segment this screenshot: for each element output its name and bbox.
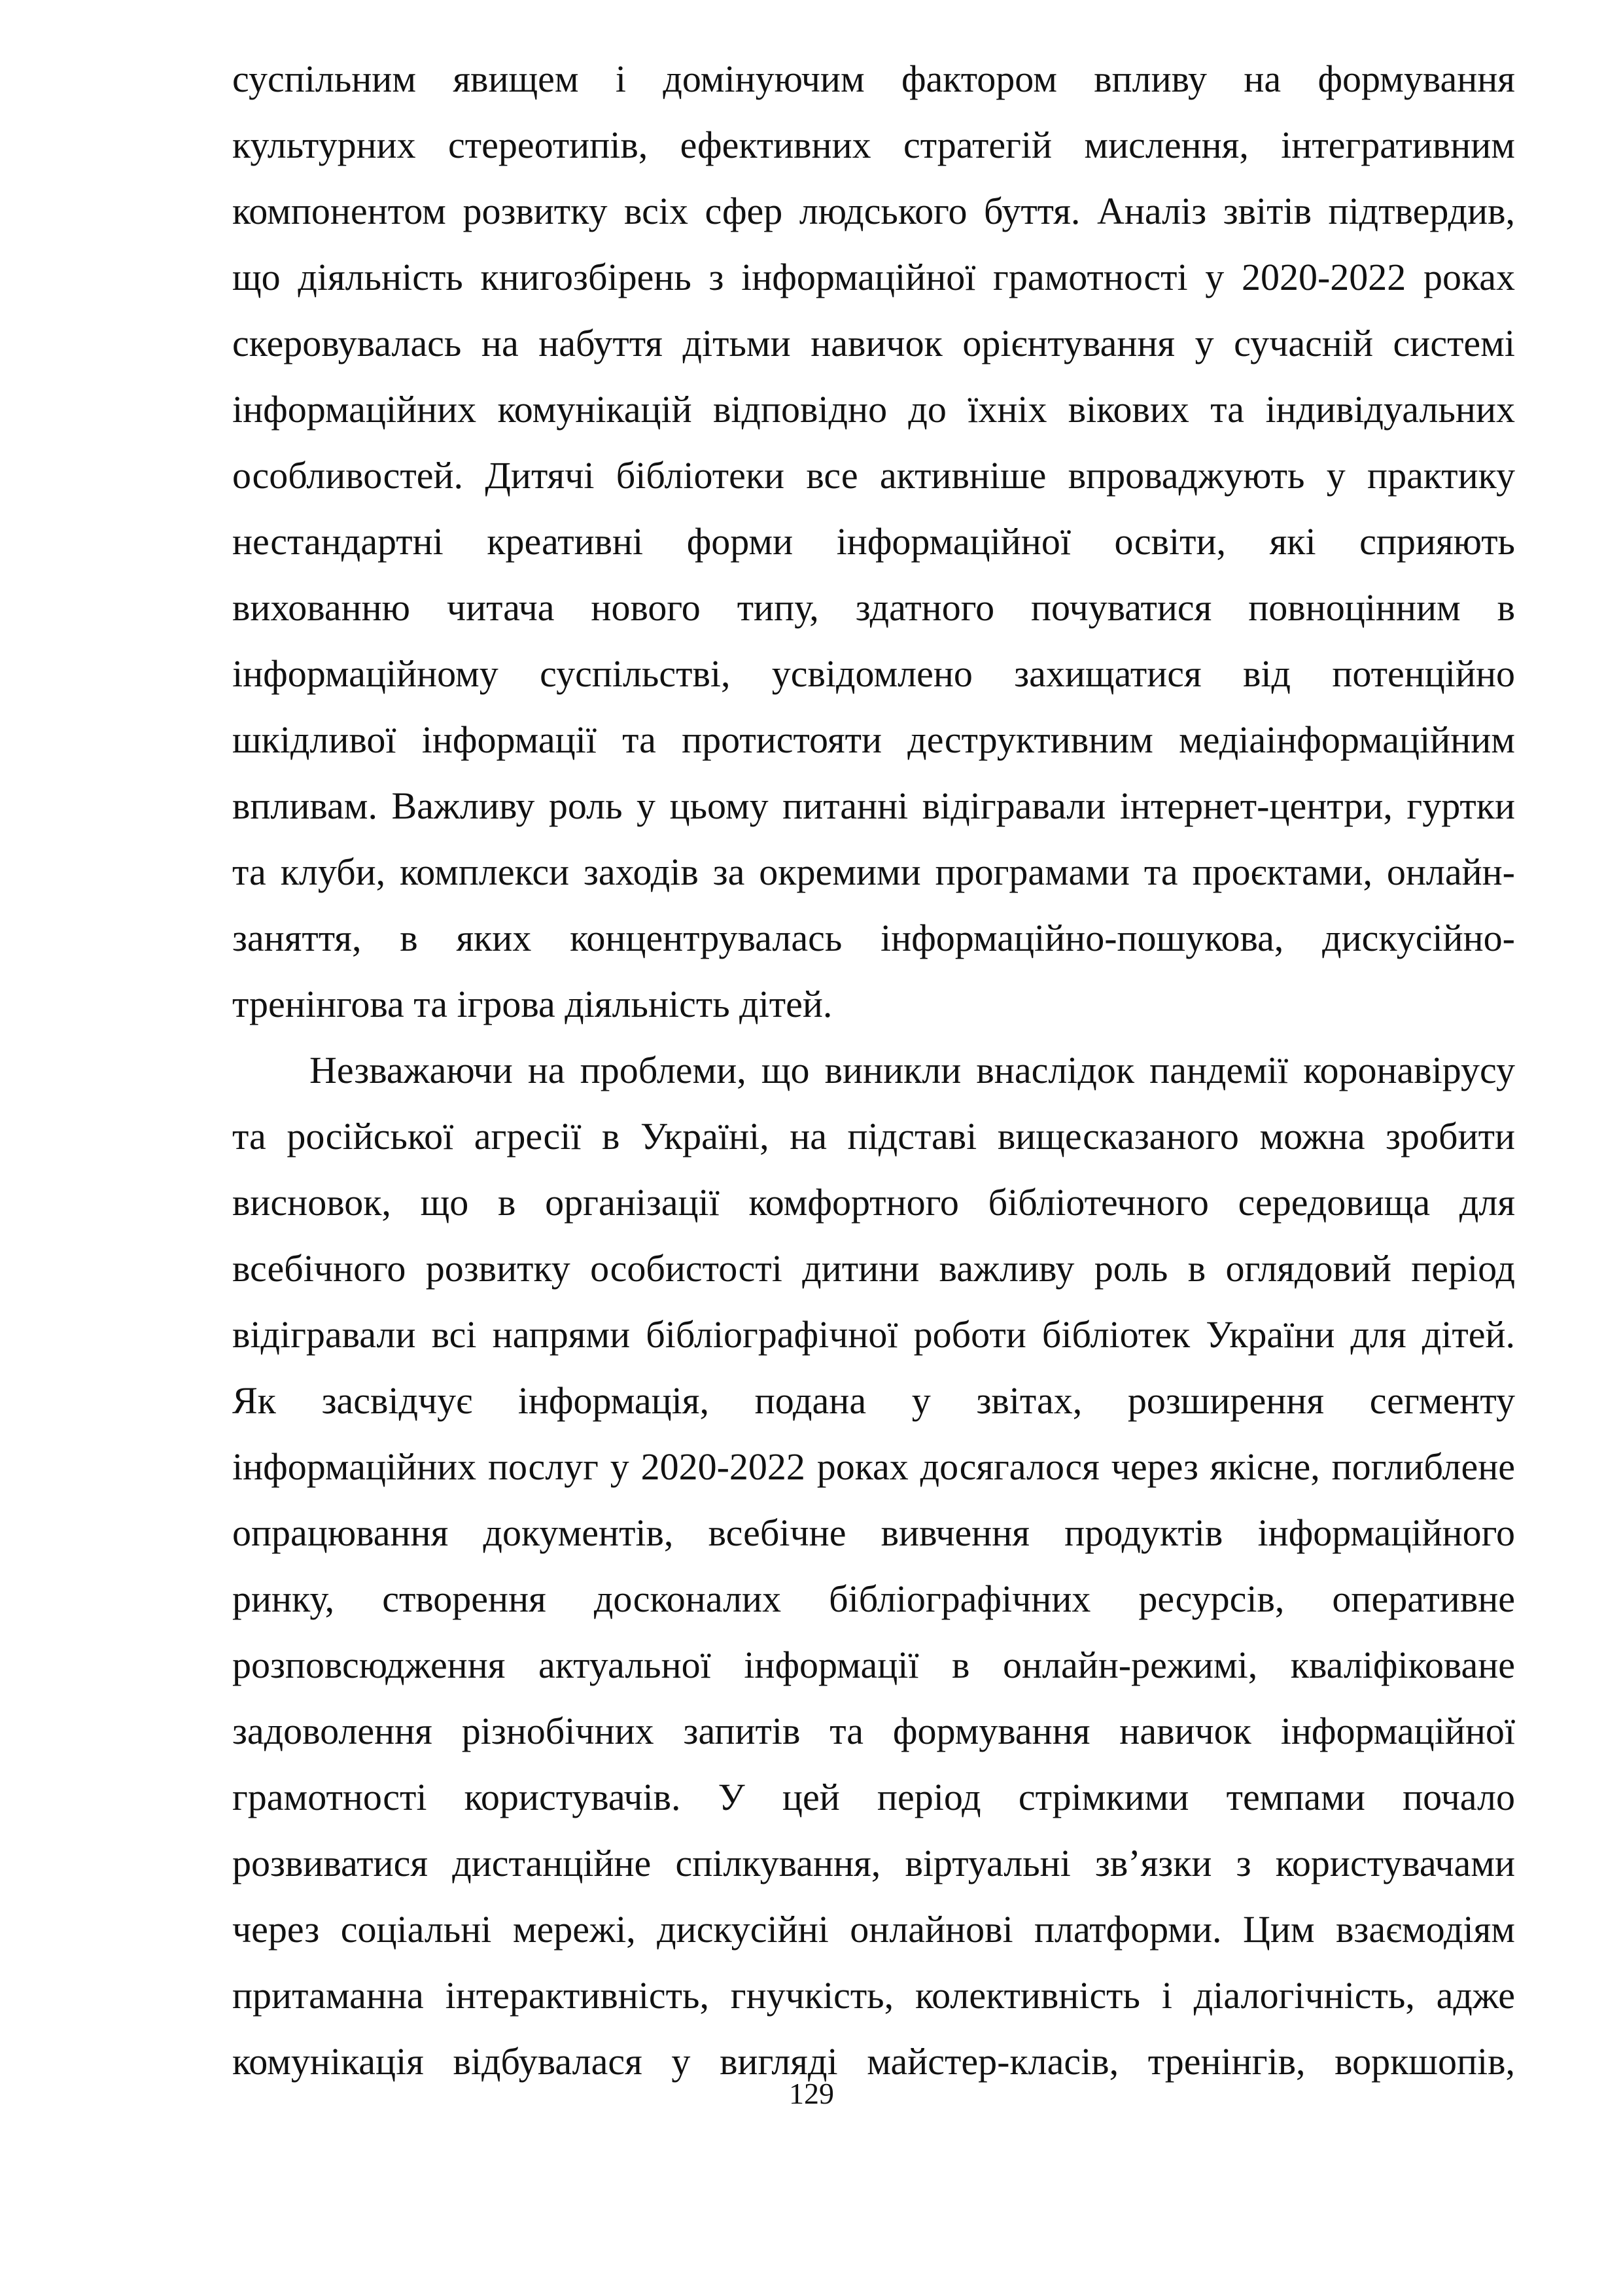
- page-number: 129: [789, 2077, 834, 2110]
- text-line: інформаційних комунікацій відповідно до їхніх вікових та індивідуальних: [232, 388, 1515, 431]
- text-line: та клуби, комплекси заходів за окремими програмами та проєктами, онлайн-: [232, 851, 1515, 893]
- text-line: вихованню читача нового типу, здатного почуватися повноцінним в: [232, 586, 1515, 629]
- text-line: нестандартні креативні форми інформаційної освіти, які сприяють: [232, 520, 1515, 563]
- text-line: всебічного розвитку особистості дитини важливу роль в оглядовий період: [232, 1247, 1515, 1290]
- text-line: грамотності користувачів. У цей період стрімкими темпами почало: [232, 1776, 1515, 1818]
- text-line: та російської агресії в Україні, на підставі вищесказаного можна зробити: [232, 1115, 1515, 1157]
- text-line: опрацювання документів, всебічне вивчення продуктів інформаційного: [232, 1511, 1515, 1554]
- text-line: заняття, в яких концентрувалась інформаційно-пошукова, дискусійно-: [232, 917, 1515, 959]
- text-line: що діяльність книгозбірень з інформаційної грамотності у 2020-2022 роках: [232, 256, 1515, 298]
- text-line: компонентом розвитку всіх сфер людського буття. Аналіз звітів підтвердив,: [232, 190, 1515, 232]
- text-line: через соціальні мережі, дискусійні онлайнові платформи. Цим взаємодіям: [232, 1908, 1515, 1951]
- text-line: культурних стереотипів, ефективних стратегій мислення, інтегративним: [232, 124, 1515, 166]
- text-line: інформаційних послуг у 2020-2022 роках досягалося через якісне, поглиблене: [232, 1445, 1515, 1488]
- text-line: задоволення різнобічних запитів та формування навичок інформаційної: [232, 1710, 1515, 1752]
- text-line: ринку, створення досконалих бібліографічних ресурсів, оперативне: [232, 1578, 1515, 1620]
- text-line: шкідливої інформації та протистояти деструктивним медіаінформаційним: [232, 718, 1515, 761]
- text-line: розвиватися дистанційне спілкування, віртуальні зв’язки з користувачами: [232, 1842, 1515, 1884]
- text-line: суспільним явищем і домінуючим фактором впливу на формування: [232, 58, 1515, 100]
- text-line: притаманна інтерактивність, гнучкість, колективність і діалогічність, адже: [232, 1974, 1515, 2017]
- text-line: впливам. Важливу роль у цьому питанні відігравали інтернет-центри, гуртки: [232, 785, 1515, 827]
- paragraph-2: [232, 1037, 1515, 2094]
- text-line: Як засвідчує інформація, подана у звітах, розширення сегменту: [232, 1379, 1515, 1422]
- text-line: розповсюдження актуальної інформації в онлайн-режимі, кваліфіковане: [232, 1644, 1515, 1686]
- paragraph-1: [232, 46, 1515, 1037]
- text-line: Незважаючи на проблеми, що виникли внаслідок пандемії коронавірусу: [309, 1049, 1515, 1091]
- text-line: висновок, що в організації комфортного бібліотечного середовища для: [232, 1181, 1515, 1224]
- text-line: особливостей. Дитячі бібліотеки все активніше впроваджують у практику: [232, 454, 1515, 497]
- text-line: комунікація відбувалася у вигляді майстер-класів, тренінгів, воркшопів,: [232, 2040, 1515, 2083]
- text-line: тренінгова та ігрова діяльність дітей.: [232, 983, 833, 1025]
- text-line: відігравали всі напрями бібліографічної роботи бібліотек України для дітей.: [232, 1313, 1515, 1356]
- text-line: інформаційному суспільстві, усвідомлено захищатися від потенційно: [232, 652, 1515, 695]
- document-body: [232, 46, 1515, 2094]
- text-line: скеровувалась на набуття дітьми навичок орієнтування у сучасній системі: [232, 322, 1515, 364]
